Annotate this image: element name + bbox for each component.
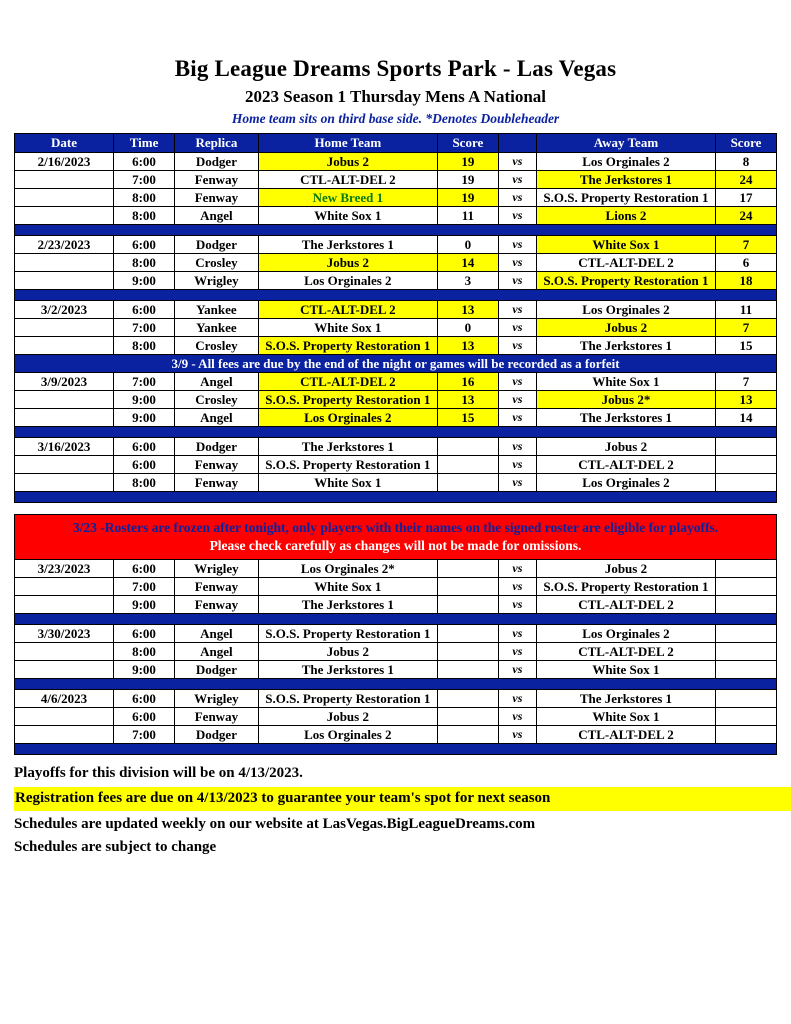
- time-cell: 8:00: [114, 254, 175, 272]
- replica-cell: Angel: [175, 373, 259, 391]
- vs-cell: vs: [498, 438, 536, 456]
- away-score-cell: 15: [715, 337, 776, 355]
- game-row: [15, 301, 777, 319]
- replica-cell: Angel: [175, 625, 259, 643]
- playoffs-note: Playoffs for this division will be on 4/13/2023.: [14, 765, 303, 782]
- subject-to-change-note: Schedules are subject to change: [14, 838, 217, 855]
- time-cell: 8:00: [114, 207, 175, 225]
- away-score-cell: 7: [715, 236, 776, 254]
- away-team-cell: CTL-ALT-DEL 2: [536, 726, 715, 744]
- time-cell: 6:00: [114, 236, 175, 254]
- time-cell: 6:00: [114, 625, 175, 643]
- home-score-cell: [437, 560, 498, 578]
- away-team-cell: Jobus 2: [536, 438, 715, 456]
- game-row: [15, 373, 777, 391]
- time-cell: 8:00: [114, 474, 175, 492]
- date-cell: 3/2/2023: [15, 301, 114, 319]
- vs-cell: vs: [498, 456, 536, 474]
- home-team-cell: Jobus 2: [258, 254, 437, 272]
- replica-cell: Fenway: [175, 171, 259, 189]
- home-team-cell: S.O.S. Property Restoration 1: [258, 391, 437, 409]
- replica-cell: Dodger: [175, 726, 259, 744]
- vs-cell: vs: [498, 578, 536, 596]
- column-header: [498, 134, 536, 153]
- home-team-cell: The Jerkstores 1: [258, 438, 437, 456]
- game-row: [15, 708, 777, 726]
- game-row: [15, 236, 777, 254]
- red-notice-row: [15, 515, 777, 560]
- away-team-cell: The Jerkstores 1: [536, 409, 715, 427]
- away-score-cell: 11: [715, 301, 776, 319]
- home-team-cell: Jobus 2: [258, 708, 437, 726]
- away-team-cell: Jobus 2: [536, 319, 715, 337]
- column-header: Date: [15, 134, 114, 153]
- vs-cell: vs: [498, 373, 536, 391]
- time-cell: 6:00: [114, 153, 175, 171]
- time-cell: 6:00: [114, 438, 175, 456]
- game-row: [15, 690, 777, 708]
- game-row: [15, 661, 777, 679]
- home-score-cell: [437, 578, 498, 596]
- time-cell: 6:00: [114, 560, 175, 578]
- column-header: Time: [114, 134, 175, 153]
- replica-cell: Crosley: [175, 337, 259, 355]
- home-score-cell: 13: [437, 391, 498, 409]
- home-score-cell: 3: [437, 272, 498, 290]
- home-score-cell: 0: [437, 319, 498, 337]
- replica-cell: Wrigley: [175, 272, 259, 290]
- game-row: [15, 337, 777, 355]
- date-cell: [15, 254, 114, 272]
- home-score-cell: 0: [437, 236, 498, 254]
- vs-cell: vs: [498, 474, 536, 492]
- away-score-cell: [715, 578, 776, 596]
- date-cell: [15, 643, 114, 661]
- home-score-cell: [437, 726, 498, 744]
- home-team-cell: Jobus 2: [258, 643, 437, 661]
- time-cell: 7:00: [114, 373, 175, 391]
- gap-cell: [15, 503, 777, 515]
- away-score-cell: 8: [715, 153, 776, 171]
- home-team-cell: Los Orginales 2: [258, 409, 437, 427]
- replica-cell: Wrigley: [175, 690, 259, 708]
- notice-row: [15, 355, 777, 373]
- spacer-cell: [15, 492, 777, 503]
- schedule-table-body: [15, 153, 777, 755]
- vs-cell: vs: [498, 625, 536, 643]
- home-score-cell: 14: [437, 254, 498, 272]
- away-score-cell: [715, 456, 776, 474]
- spacer-row: [15, 679, 777, 690]
- spacer-row: [15, 290, 777, 301]
- away-score-cell: 18: [715, 272, 776, 290]
- replica-cell: Crosley: [175, 391, 259, 409]
- replica-cell: Fenway: [175, 708, 259, 726]
- replica-cell: Crosley: [175, 254, 259, 272]
- date-cell: [15, 578, 114, 596]
- away-score-cell: 24: [715, 171, 776, 189]
- time-cell: 8:00: [114, 337, 175, 355]
- column-header: Home Team: [258, 134, 437, 153]
- game-row: [15, 409, 777, 427]
- date-cell: [15, 171, 114, 189]
- date-cell: [15, 409, 114, 427]
- home-score-cell: 16: [437, 373, 498, 391]
- game-row: [15, 578, 777, 596]
- replica-cell: Dodger: [175, 236, 259, 254]
- vs-cell: vs: [498, 236, 536, 254]
- game-row: [15, 438, 777, 456]
- time-cell: 9:00: [114, 596, 175, 614]
- away-team-cell: Jobus 2: [536, 560, 715, 578]
- vs-cell: vs: [498, 726, 536, 744]
- replica-cell: Angel: [175, 409, 259, 427]
- away-team-cell: Los Orginales 2: [536, 625, 715, 643]
- away-team-cell: Los Orginales 2: [536, 153, 715, 171]
- date-cell: 3/30/2023: [15, 625, 114, 643]
- date-cell: [15, 456, 114, 474]
- away-score-cell: [715, 596, 776, 614]
- date-cell: [15, 272, 114, 290]
- vs-cell: vs: [498, 301, 536, 319]
- home-team-cell: CTL-ALT-DEL 2: [258, 373, 437, 391]
- registration-note: Registration fees are due on 4/13/2023 to guarantee your team's spot for next season: [14, 787, 791, 811]
- home-team-cell: S.O.S. Property Restoration 1: [258, 456, 437, 474]
- away-team-cell: CTL-ALT-DEL 2: [536, 643, 715, 661]
- away-score-cell: [715, 438, 776, 456]
- home-team-cell: Jobus 2: [258, 153, 437, 171]
- home-score-cell: 11: [437, 207, 498, 225]
- game-row: [15, 560, 777, 578]
- roster-notice-line2: Please check carefully as changes will not be made for omissions.: [209, 538, 582, 554]
- game-row: [15, 189, 777, 207]
- date-cell: 3/16/2023: [15, 438, 114, 456]
- replica-cell: Fenway: [175, 578, 259, 596]
- away-team-cell: S.O.S. Property Restoration 1: [536, 189, 715, 207]
- roster-notice-line1: 3/23 -Rosters are frozen after tonight, only players with their names on the signed roster are eligible for playoffs.: [72, 520, 719, 535]
- time-cell: 7:00: [114, 726, 175, 744]
- season-subtitle: 2023 Season 1 Thursday Mens A National: [244, 87, 547, 106]
- schedule-header-row: [15, 134, 777, 153]
- page-title: Big League Dreams Sports Park - Las Vegas: [174, 56, 617, 81]
- time-cell: 9:00: [114, 272, 175, 290]
- replica-cell: Fenway: [175, 189, 259, 207]
- vs-cell: vs: [498, 596, 536, 614]
- home-score-cell: [437, 456, 498, 474]
- time-cell: 6:00: [114, 301, 175, 319]
- roster-notice-cell: [15, 515, 777, 560]
- game-row: [15, 391, 777, 409]
- away-score-cell: 17: [715, 189, 776, 207]
- game-row: [15, 254, 777, 272]
- spacer-row: [15, 492, 777, 503]
- home-score-cell: [437, 625, 498, 643]
- home-score-cell: 13: [437, 337, 498, 355]
- home-score-cell: [437, 643, 498, 661]
- replica-cell: Dodger: [175, 438, 259, 456]
- home-team-cell: New Breed 1: [258, 189, 437, 207]
- time-cell: 7:00: [114, 171, 175, 189]
- away-score-cell: [715, 625, 776, 643]
- home-team-cell: Los Orginales 2: [258, 272, 437, 290]
- game-row: [15, 456, 777, 474]
- home-team-cell: CTL-ALT-DEL 2: [258, 171, 437, 189]
- home-score-cell: [437, 596, 498, 614]
- away-team-cell: White Sox 1: [536, 708, 715, 726]
- away-score-cell: 7: [715, 319, 776, 337]
- vs-cell: vs: [498, 171, 536, 189]
- spacer-cell: [15, 744, 777, 755]
- home-team-cell: White Sox 1: [258, 207, 437, 225]
- time-cell: 8:00: [114, 189, 175, 207]
- time-cell: 6:00: [114, 456, 175, 474]
- game-row: [15, 171, 777, 189]
- vs-cell: vs: [498, 207, 536, 225]
- vs-cell: vs: [498, 661, 536, 679]
- time-cell: 9:00: [114, 661, 175, 679]
- date-cell: 3/9/2023: [15, 373, 114, 391]
- home-score-cell: 19: [437, 171, 498, 189]
- vs-cell: vs: [498, 337, 536, 355]
- game-row: [15, 474, 777, 492]
- game-row: [15, 272, 777, 290]
- replica-cell: Fenway: [175, 456, 259, 474]
- away-score-cell: 6: [715, 254, 776, 272]
- column-header: Score: [715, 134, 776, 153]
- date-cell: [15, 726, 114, 744]
- home-score-cell: [437, 438, 498, 456]
- footer: [14, 764, 777, 856]
- date-cell: [15, 207, 114, 225]
- replica-cell: Dodger: [175, 153, 259, 171]
- game-row: [15, 625, 777, 643]
- away-score-cell: 24: [715, 207, 776, 225]
- home-team-cell: S.O.S. Property Restoration 1: [258, 337, 437, 355]
- replica-cell: Dodger: [175, 661, 259, 679]
- home-team-cell: The Jerkstores 1: [258, 661, 437, 679]
- away-score-cell: [715, 708, 776, 726]
- date-cell: [15, 474, 114, 492]
- away-team-cell: The Jerkstores 1: [536, 171, 715, 189]
- home-score-cell: 15: [437, 409, 498, 427]
- away-score-cell: [715, 560, 776, 578]
- time-cell: 7:00: [114, 578, 175, 596]
- vs-cell: vs: [498, 391, 536, 409]
- vs-cell: vs: [498, 560, 536, 578]
- date-cell: [15, 319, 114, 337]
- away-score-cell: [715, 726, 776, 744]
- gap-row: [15, 503, 777, 515]
- away-score-cell: [715, 661, 776, 679]
- spacer-row: [15, 744, 777, 755]
- column-header: Away Team: [536, 134, 715, 153]
- home-score-cell: [437, 474, 498, 492]
- date-cell: 2/23/2023: [15, 236, 114, 254]
- date-cell: [15, 337, 114, 355]
- vs-cell: vs: [498, 254, 536, 272]
- spacer-row: [15, 427, 777, 438]
- away-score-cell: 14: [715, 409, 776, 427]
- home-team-cell: White Sox 1: [258, 578, 437, 596]
- date-cell: 2/16/2023: [15, 153, 114, 171]
- date-cell: [15, 391, 114, 409]
- spacer-cell: [15, 614, 777, 625]
- vs-cell: vs: [498, 189, 536, 207]
- away-team-cell: CTL-ALT-DEL 2: [536, 254, 715, 272]
- date-cell: [15, 661, 114, 679]
- replica-cell: Fenway: [175, 596, 259, 614]
- away-team-cell: White Sox 1: [536, 373, 715, 391]
- away-team-cell: CTL-ALT-DEL 2: [536, 596, 715, 614]
- time-cell: 8:00: [114, 643, 175, 661]
- away-team-cell: White Sox 1: [536, 661, 715, 679]
- home-score-cell: 13: [437, 301, 498, 319]
- replica-cell: Yankee: [175, 301, 259, 319]
- spacer-cell: [15, 290, 777, 301]
- away-score-cell: 7: [715, 373, 776, 391]
- spacer-cell: [15, 679, 777, 690]
- away-score-cell: [715, 474, 776, 492]
- spacer-cell: [15, 427, 777, 438]
- date-cell: [15, 189, 114, 207]
- vs-cell: vs: [498, 272, 536, 290]
- game-row: [15, 596, 777, 614]
- home-team-cell: The Jerkstores 1: [258, 596, 437, 614]
- home-team-cell: S.O.S. Property Restoration 1: [258, 625, 437, 643]
- home-score-cell: 19: [437, 189, 498, 207]
- away-team-cell: The Jerkstores 1: [536, 337, 715, 355]
- replica-cell: Wrigley: [175, 560, 259, 578]
- spacer-cell: [15, 225, 777, 236]
- date-cell: [15, 708, 114, 726]
- time-cell: 9:00: [114, 409, 175, 427]
- home-score-cell: 19: [437, 153, 498, 171]
- home-team-cell: Los Orginales 2: [258, 726, 437, 744]
- replica-cell: Angel: [175, 207, 259, 225]
- game-row: [15, 726, 777, 744]
- home-team-cell: The Jerkstores 1: [258, 236, 437, 254]
- time-cell: 6:00: [114, 708, 175, 726]
- replica-cell: Fenway: [175, 474, 259, 492]
- spacer-row: [15, 225, 777, 236]
- vs-cell: vs: [498, 153, 536, 171]
- home-score-cell: [437, 708, 498, 726]
- vs-cell: vs: [498, 643, 536, 661]
- vs-cell: vs: [498, 708, 536, 726]
- vs-cell: vs: [498, 690, 536, 708]
- away-team-cell: White Sox 1: [536, 236, 715, 254]
- vs-cell: vs: [498, 319, 536, 337]
- home-team-cell: CTL-ALT-DEL 2: [258, 301, 437, 319]
- game-row: [15, 643, 777, 661]
- home-team-cell: Los Orginales 2*: [258, 560, 437, 578]
- time-cell: 6:00: [114, 690, 175, 708]
- website-note: Schedules are updated weekly on our website at LasVegas.BigLeagueDreams.com: [14, 815, 536, 832]
- home-team-cell: S.O.S. Property Restoration 1: [258, 690, 437, 708]
- away-team-cell: S.O.S. Property Restoration 1: [536, 578, 715, 596]
- game-row: [15, 153, 777, 171]
- column-header: Score: [437, 134, 498, 153]
- away-team-cell: Los Orginales 2: [536, 474, 715, 492]
- replica-cell: Angel: [175, 643, 259, 661]
- column-header: Replica: [175, 134, 259, 153]
- home-score-cell: [437, 661, 498, 679]
- game-row: [15, 207, 777, 225]
- spacer-row: [15, 614, 777, 625]
- schedule-table: [14, 133, 777, 755]
- home-team-cell: White Sox 1: [258, 474, 437, 492]
- away-team-cell: Lions 2: [536, 207, 715, 225]
- away-team-cell: The Jerkstores 1: [536, 690, 715, 708]
- replica-cell: Yankee: [175, 319, 259, 337]
- away-team-cell: CTL-ALT-DEL 2: [536, 456, 715, 474]
- away-team-cell: Jobus 2*: [536, 391, 715, 409]
- date-cell: [15, 596, 114, 614]
- doubleheader-note: Home team sits on third base side. *Denotes Doubleheader: [231, 111, 560, 126]
- home-team-cell: White Sox 1: [258, 319, 437, 337]
- away-score-cell: [715, 643, 776, 661]
- time-cell: 9:00: [114, 391, 175, 409]
- away-team-cell: Los Orginales 2: [536, 301, 715, 319]
- away-score-cell: [715, 690, 776, 708]
- home-score-cell: [437, 690, 498, 708]
- fees-notice-cell: 3/9 - All fees are due by the end of the night or games will be recorded as a forfeit: [15, 355, 777, 373]
- vs-cell: vs: [498, 409, 536, 427]
- date-cell: 3/23/2023: [15, 560, 114, 578]
- game-row: [15, 319, 777, 337]
- away-team-cell: S.O.S. Property Restoration 1: [536, 272, 715, 290]
- away-score-cell: 13: [715, 391, 776, 409]
- time-cell: 7:00: [114, 319, 175, 337]
- date-cell: 4/6/2023: [15, 690, 114, 708]
